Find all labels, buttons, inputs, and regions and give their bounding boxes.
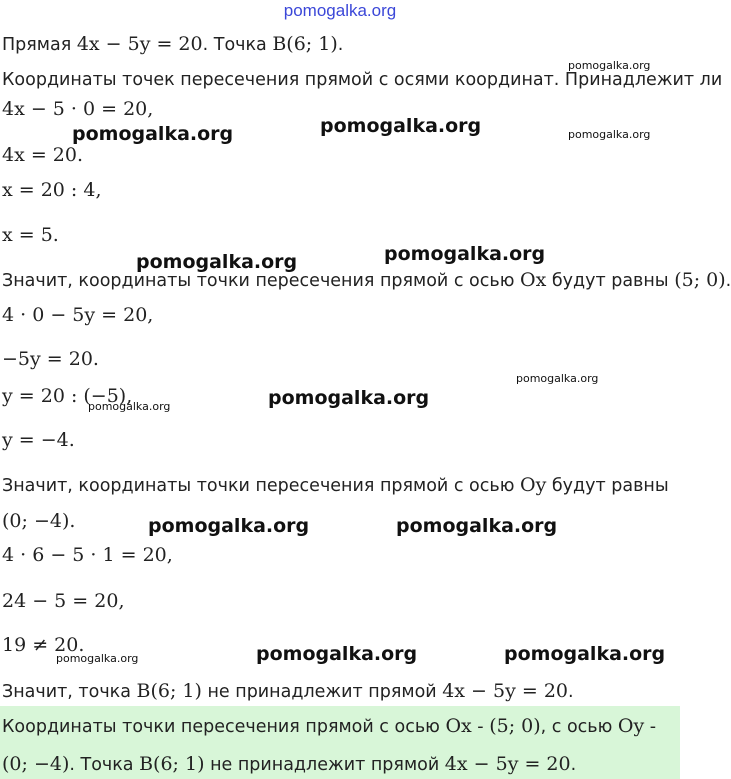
equation-line: 24 − 5 = 20, xyxy=(2,590,125,612)
site-watermark-header: pomogalka.org xyxy=(283,1,397,20)
text: Значит, координаты точки пересечения прямой с осью xyxy=(2,476,520,496)
text: . xyxy=(725,271,731,291)
text: - xyxy=(471,717,490,737)
conclusion-oy xyxy=(2,473,669,498)
conclusion-point xyxy=(2,679,574,704)
point: B(6; 1) xyxy=(139,753,205,775)
point: (0; −4) xyxy=(2,753,70,775)
text: не принадлежит прямой xyxy=(201,682,443,702)
equation-line: y = −4. xyxy=(2,429,75,451)
axis-label: Ox xyxy=(445,715,472,737)
task-description: Координаты точек пересечения прямой с осями координат. Принадлежит ли xyxy=(2,70,723,90)
text: Значит, точка xyxy=(2,682,137,702)
equation-line: 4 · 0 − 5y = 20, xyxy=(2,304,154,326)
watermark: pomogalka.org xyxy=(384,243,546,265)
watermark: pomogalka.org xyxy=(568,128,651,141)
text: , с осью xyxy=(540,717,618,737)
equation-line: −5y = 20. xyxy=(2,348,99,370)
watermark: pomogalka.org xyxy=(516,372,599,385)
point: (5; 0) xyxy=(674,269,726,291)
watermark: pomogalka.org xyxy=(568,59,651,72)
equation-line: 4 · 6 − 5 · 1 = 20, xyxy=(2,544,173,566)
watermark: pomogalka.org xyxy=(504,643,666,665)
text: Значит, координаты точки пересечения прямой с осью xyxy=(2,271,520,291)
answer-line xyxy=(2,714,656,739)
text: будут равны xyxy=(546,476,669,496)
point-line: (0; −4). xyxy=(2,510,76,532)
equation-line: 4x = 20. xyxy=(2,144,84,166)
equation: 4x − 5y = 20 xyxy=(444,753,571,775)
text: . Точка xyxy=(202,35,273,55)
point: (5; 0) xyxy=(489,715,541,737)
watermark: pomogalka.org xyxy=(88,400,171,413)
text: . xyxy=(337,35,344,55)
text: Прямая xyxy=(2,35,77,55)
watermark: pomogalka.org xyxy=(72,123,234,145)
watermark: pomogalka.org xyxy=(320,115,482,137)
watermark: pomogalka.org xyxy=(56,652,139,665)
answer-box xyxy=(0,706,680,779)
equation: 4x − 5y = 20 xyxy=(76,33,203,55)
equation-line: 4x − 5 · 0 = 20, xyxy=(2,98,154,120)
text: - xyxy=(644,717,657,737)
equation-line: 19 ≠ 20. xyxy=(2,634,85,656)
point: B(6; 1) xyxy=(272,33,338,55)
conclusion-ox xyxy=(2,268,731,293)
text: . xyxy=(570,755,577,775)
text: . xyxy=(568,682,574,702)
equation-line: x = 5. xyxy=(2,224,59,246)
text: не принадлежит прямой xyxy=(204,755,445,775)
text: будут равны xyxy=(546,271,675,291)
equation-line: y = 20 : (−5), xyxy=(2,385,133,407)
problem-statement xyxy=(2,32,343,57)
axis-label: Oy xyxy=(617,715,645,737)
watermark: pomogalka.org xyxy=(136,251,298,273)
point: B(6; 1) xyxy=(136,680,202,702)
equation-line: x = 20 : 4, xyxy=(2,179,102,201)
text: . Точка xyxy=(69,755,140,775)
watermark: pomogalka.org xyxy=(268,387,430,409)
watermark: pomogalka.org xyxy=(396,515,558,537)
text: Координаты точки пересечения прямой с осью xyxy=(2,717,446,737)
axis-label: Ox xyxy=(520,269,547,291)
answer-line xyxy=(2,752,576,777)
watermark: pomogalka.org xyxy=(256,643,418,665)
watermark: pomogalka.org xyxy=(148,515,310,537)
equation: 4x − 5y = 20 xyxy=(442,680,569,702)
axis-label: Oy xyxy=(520,474,547,496)
